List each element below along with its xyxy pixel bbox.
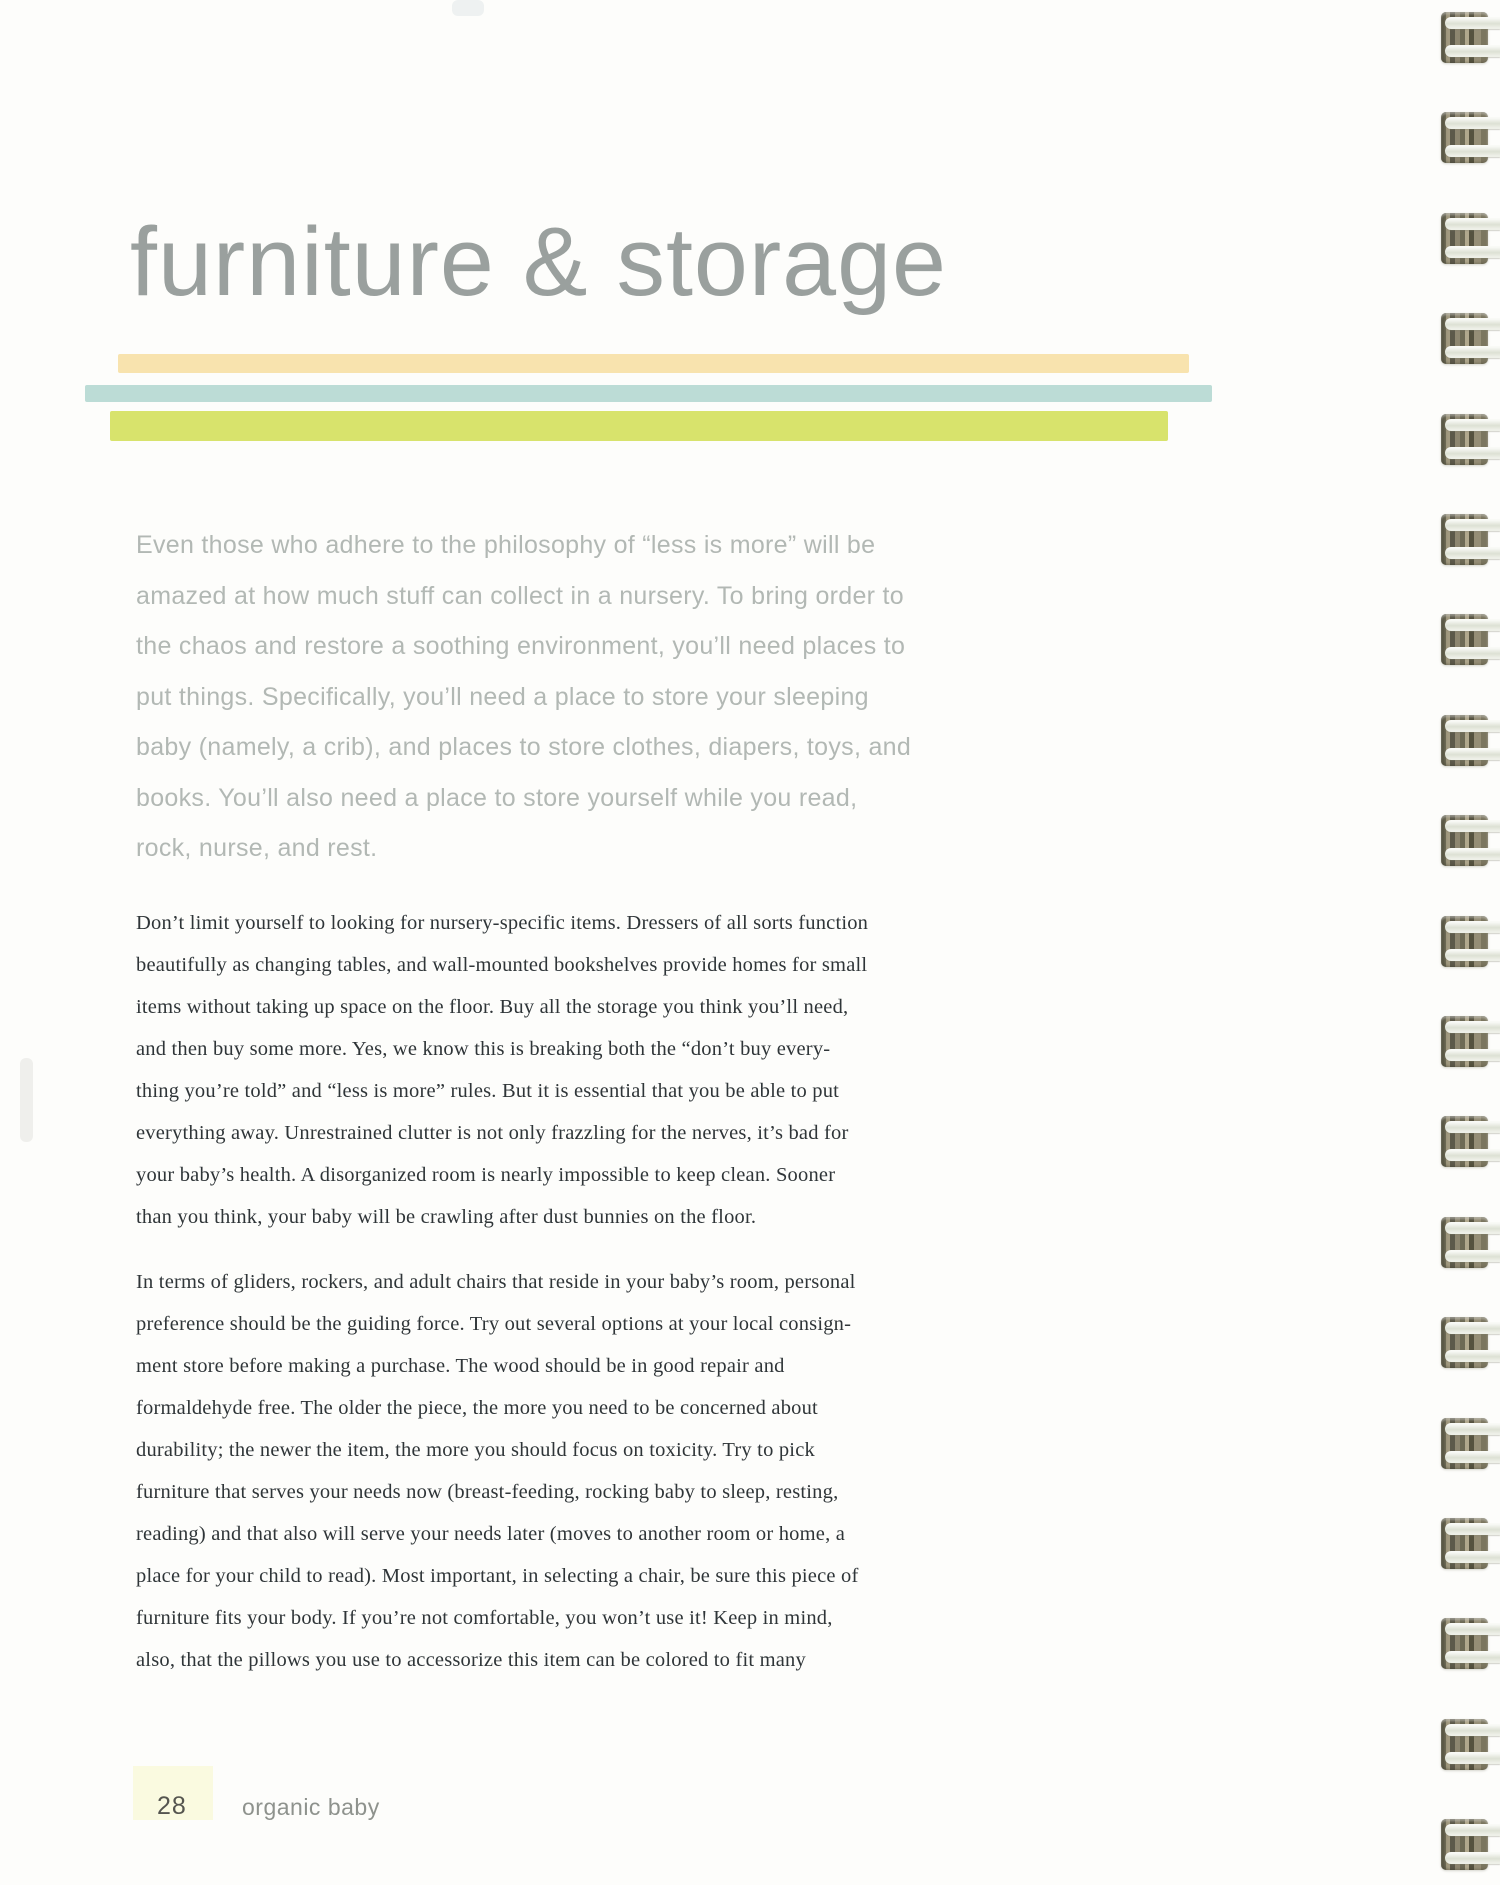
text-line: Don’t limit yourself to looking for nursery-specific items. Dressers of all sorts function	[136, 912, 869, 934]
coil-wire	[1445, 246, 1500, 258]
text-line: preference should be the guiding force. Try out several options at your local consign-	[136, 1313, 852, 1335]
coil-wire	[1445, 1551, 1500, 1563]
text-line: thing you’re told” and “less is more” rules. But it is essential that you be able to put	[136, 1080, 840, 1102]
text-line: ment store before making a purchase. The wood should be in good repair and	[136, 1355, 785, 1377]
scan-artifact	[452, 0, 484, 16]
body-paragraph-2	[136, 1261, 859, 1681]
coil-wire	[1445, 1724, 1500, 1736]
spiral-coil-icon	[1441, 313, 1500, 364]
coil-wire	[1445, 1149, 1500, 1161]
text-line: baby (namely, a crib), and places to store clothes, diapers, toys, and	[136, 733, 912, 761]
coil-wire	[1445, 1852, 1500, 1864]
coil-wire	[1445, 949, 1500, 961]
text-line: formaldehyde free. The older the piece, the more you need to be concerned about	[136, 1397, 818, 1419]
accent-bar-lime	[110, 411, 1168, 441]
spiral-coil-icon	[1441, 1819, 1500, 1870]
coil-wire	[1445, 921, 1500, 933]
text-line: Even those who adhere to the philosophy of “less is more” will be	[136, 531, 876, 559]
coil-wire	[1445, 1250, 1500, 1262]
coil-wire	[1445, 748, 1500, 760]
coil-wire	[1445, 17, 1500, 29]
coil-wire	[1445, 1824, 1500, 1836]
text-line: everything away. Unrestrained clutter is not only frazzling for the nerves, it’s bad for	[136, 1122, 849, 1144]
spiral-coil-icon	[1441, 1418, 1500, 1469]
accent-bar-yellow	[118, 354, 1189, 373]
spiral-coil-icon	[1441, 1618, 1500, 1669]
text-line: In terms of gliders, rockers, and adult chairs that reside in your baby’s room, personal	[136, 1271, 856, 1293]
text-line: rock, nurse, and rest.	[136, 834, 378, 862]
coil-wire	[1445, 1523, 1500, 1535]
text-line: beautifully as changing tables, and wall-mounted bookshelves provide homes for small	[136, 954, 868, 976]
spiral-coil-icon	[1441, 112, 1500, 163]
text-line: amazed at how much stuff can collect in a nursery. To bring order to	[136, 581, 905, 610]
coil-wire	[1445, 720, 1500, 732]
coil-wire	[1445, 547, 1500, 559]
coil-wire	[1445, 1623, 1500, 1635]
text-line: the chaos and restore a soothing environment, you’ll need places to	[136, 632, 906, 660]
coil-wire	[1445, 145, 1500, 157]
scan-artifact	[20, 1058, 33, 1142]
coil-wire	[1445, 419, 1500, 431]
text-line: place for your child to read). Most important, in selecting a chair, be sure this piece of	[136, 1565, 859, 1587]
page-number: 28	[157, 1792, 187, 1820]
text-line: and then buy some more. Yes, we know this is breaking both the “don’t buy every-	[136, 1038, 831, 1060]
spiral-coil-icon	[1441, 1217, 1500, 1268]
spiral-coil-icon	[1441, 1016, 1500, 1067]
spiral-coil-icon	[1441, 213, 1500, 264]
spiral-binding	[1440, 0, 1500, 1885]
text-line: put things. Specifically, you’ll need a place to store your sleeping	[136, 682, 869, 711]
spiral-coil-icon	[1441, 1719, 1500, 1770]
coil-wire	[1445, 117, 1500, 129]
coil-wire	[1445, 619, 1500, 631]
accent-bar-teal	[85, 385, 1212, 402]
coil-wire	[1445, 820, 1500, 832]
spiral-coil-icon	[1441, 614, 1500, 665]
coil-wire	[1445, 1451, 1500, 1463]
coil-wire	[1445, 1021, 1500, 1033]
spiral-coil-icon	[1441, 12, 1500, 63]
coil-wire	[1445, 848, 1500, 860]
coil-wire	[1445, 1121, 1500, 1133]
coil-wire	[1445, 519, 1500, 531]
spiral-coil-icon	[1441, 414, 1500, 465]
coil-wire	[1445, 318, 1500, 330]
text-line: durability; the newer the item, the more you should focus on toxicity. Try to pick	[136, 1439, 815, 1461]
coil-wire	[1445, 1651, 1500, 1663]
text-line: also, that the pillows you use to accessorize this item can be colored to fit many	[136, 1649, 806, 1671]
text-line: your baby’s health. A disorganized room is nearly impossible to keep clean. Sooner	[136, 1164, 836, 1186]
chapter-title: furniture & storage	[130, 207, 947, 316]
text-line: than you think, your baby will be crawling after dust bunnies on the floor.	[136, 1206, 757, 1228]
spiral-coil-icon	[1441, 514, 1500, 565]
spiral-coil-icon	[1441, 1317, 1500, 1368]
text-line: furniture fits your body. If you’re not comfortable, you won’t use it! Keep in mind,	[136, 1607, 833, 1629]
coil-wire	[1445, 1049, 1500, 1061]
spiral-coil-icon	[1441, 1116, 1500, 1167]
coil-wire	[1445, 1350, 1500, 1362]
text-line: books. You’ll also need a place to store yourself while you read,	[136, 783, 858, 812]
coil-wire	[1445, 647, 1500, 659]
body-paragraph-1	[136, 902, 868, 1238]
coil-wire	[1445, 1222, 1500, 1234]
spiral-coil-icon	[1441, 815, 1500, 866]
coil-wire	[1445, 346, 1500, 358]
spiral-coil-icon	[1441, 1518, 1500, 1569]
coil-wire	[1445, 1322, 1500, 1334]
text-line: furniture that serves your needs now (breast-feeding, rocking baby to sleep, resting,	[136, 1481, 839, 1503]
spiral-coil-icon	[1441, 715, 1500, 766]
coil-wire	[1445, 1752, 1500, 1764]
book-title: organic baby	[242, 1794, 380, 1820]
coil-wire	[1445, 218, 1500, 230]
spiral-coil-icon	[1441, 916, 1500, 967]
text-line: items without taking up space on the floor. Buy all the storage you think you’ll need,	[136, 996, 849, 1018]
coil-wire	[1445, 1423, 1500, 1435]
intro-paragraph	[136, 520, 911, 874]
text-line: reading) and that also will serve your needs later (moves to another room or home, a	[136, 1523, 846, 1545]
coil-wire	[1445, 45, 1500, 57]
coil-wire	[1445, 447, 1500, 459]
